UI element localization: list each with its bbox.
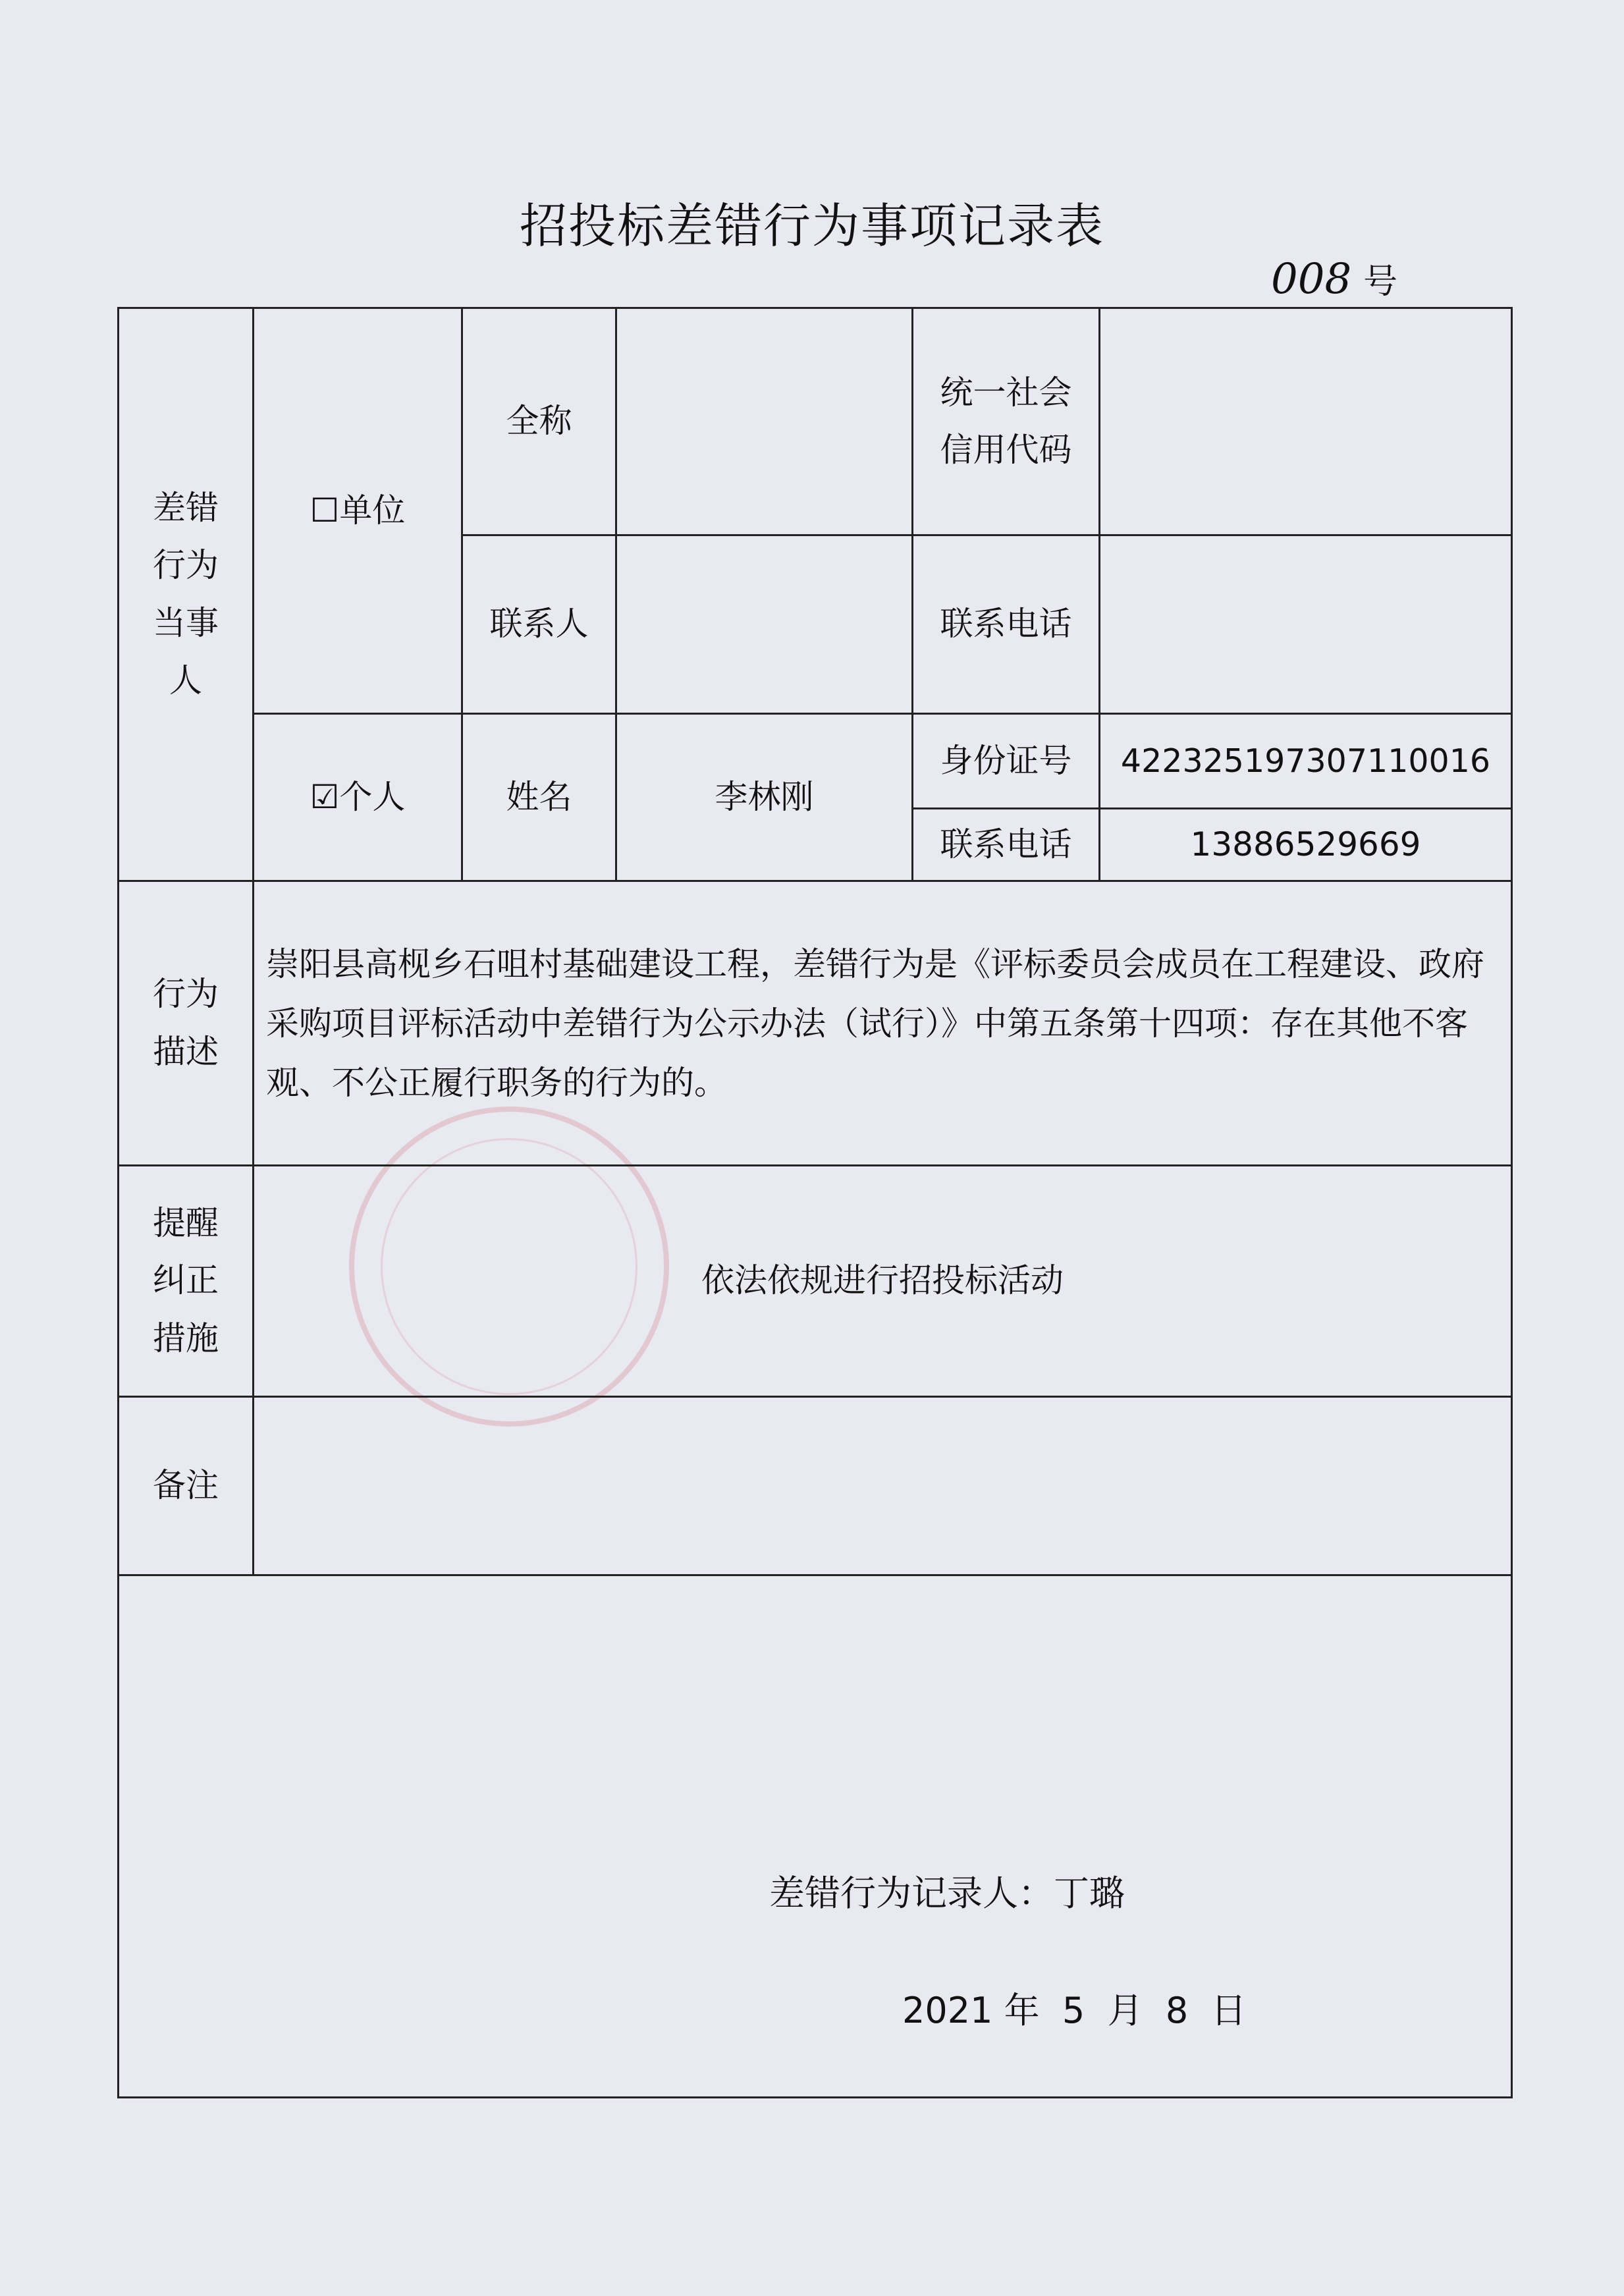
individual-phone-value: 13886529669 — [1190, 825, 1421, 863]
individual-phone-label: 联系电话 — [940, 825, 1072, 863]
full-name-value — [617, 309, 911, 534]
individual-option: ☑个人 — [310, 777, 406, 816]
unit-phone-value — [1100, 536, 1511, 713]
name-value: 李林刚 — [715, 777, 814, 816]
id-value: 422325197307110016 — [1120, 742, 1491, 780]
table-line-bottom — [117, 2096, 1513, 2098]
full-name-label: 全称 — [506, 402, 572, 441]
correction-label — [119, 1166, 252, 1396]
document-number-value: 008 — [1271, 255, 1352, 304]
contact-person-label: 联系人 — [489, 605, 589, 643]
behavior-label-text: 行为描述 — [153, 975, 219, 1071]
party-label-text: 差错行为当事人 — [153, 488, 219, 699]
record-date: 2021 年 5 月 8 日 — [902, 1990, 1247, 2031]
credit-code-label — [913, 309, 1098, 534]
unit-phone-label: 联系电话 — [940, 605, 1072, 643]
behavior-description — [254, 882, 1511, 1164]
credit-code-label-text: 统一社会信用代码 — [940, 373, 1072, 469]
document-number-suffix: 号 — [1363, 262, 1398, 302]
remarks-label: 备注 — [153, 1466, 219, 1505]
table-line-remarks-bottom — [117, 1574, 1513, 1576]
correction-measures: 依法依规进行招投标活动 — [701, 1261, 1064, 1300]
name-label: 姓名 — [506, 777, 572, 816]
id-label: 身份证号 — [940, 741, 1072, 780]
credit-code-value — [1100, 309, 1511, 534]
remarks-value — [254, 1398, 1511, 1574]
table-line-right — [1511, 307, 1513, 2098]
contact-person-value — [617, 536, 911, 713]
correction-label-text: 提醒纠正措施 — [153, 1203, 219, 1357]
page-title: 招投标差错行为事项记录表 — [519, 198, 1104, 254]
document-number — [1271, 254, 1397, 304]
behavior-description-text: 崇阳县高枧乡石咀村基础建设工程，差错行为是《评标委员会成员在工程建设、政府采购项目评标活动中差错行为公示办法（试行）》中第五条第十四项：存在其他不客观、不公正履行职务的行为的。 — [266, 944, 1484, 1102]
party-label — [119, 309, 252, 880]
unit-option: ☐单位 — [310, 491, 406, 530]
recorder-signature: 差错行为记录人：丁璐 — [769, 1872, 1125, 1914]
behavior-label — [119, 882, 252, 1164]
